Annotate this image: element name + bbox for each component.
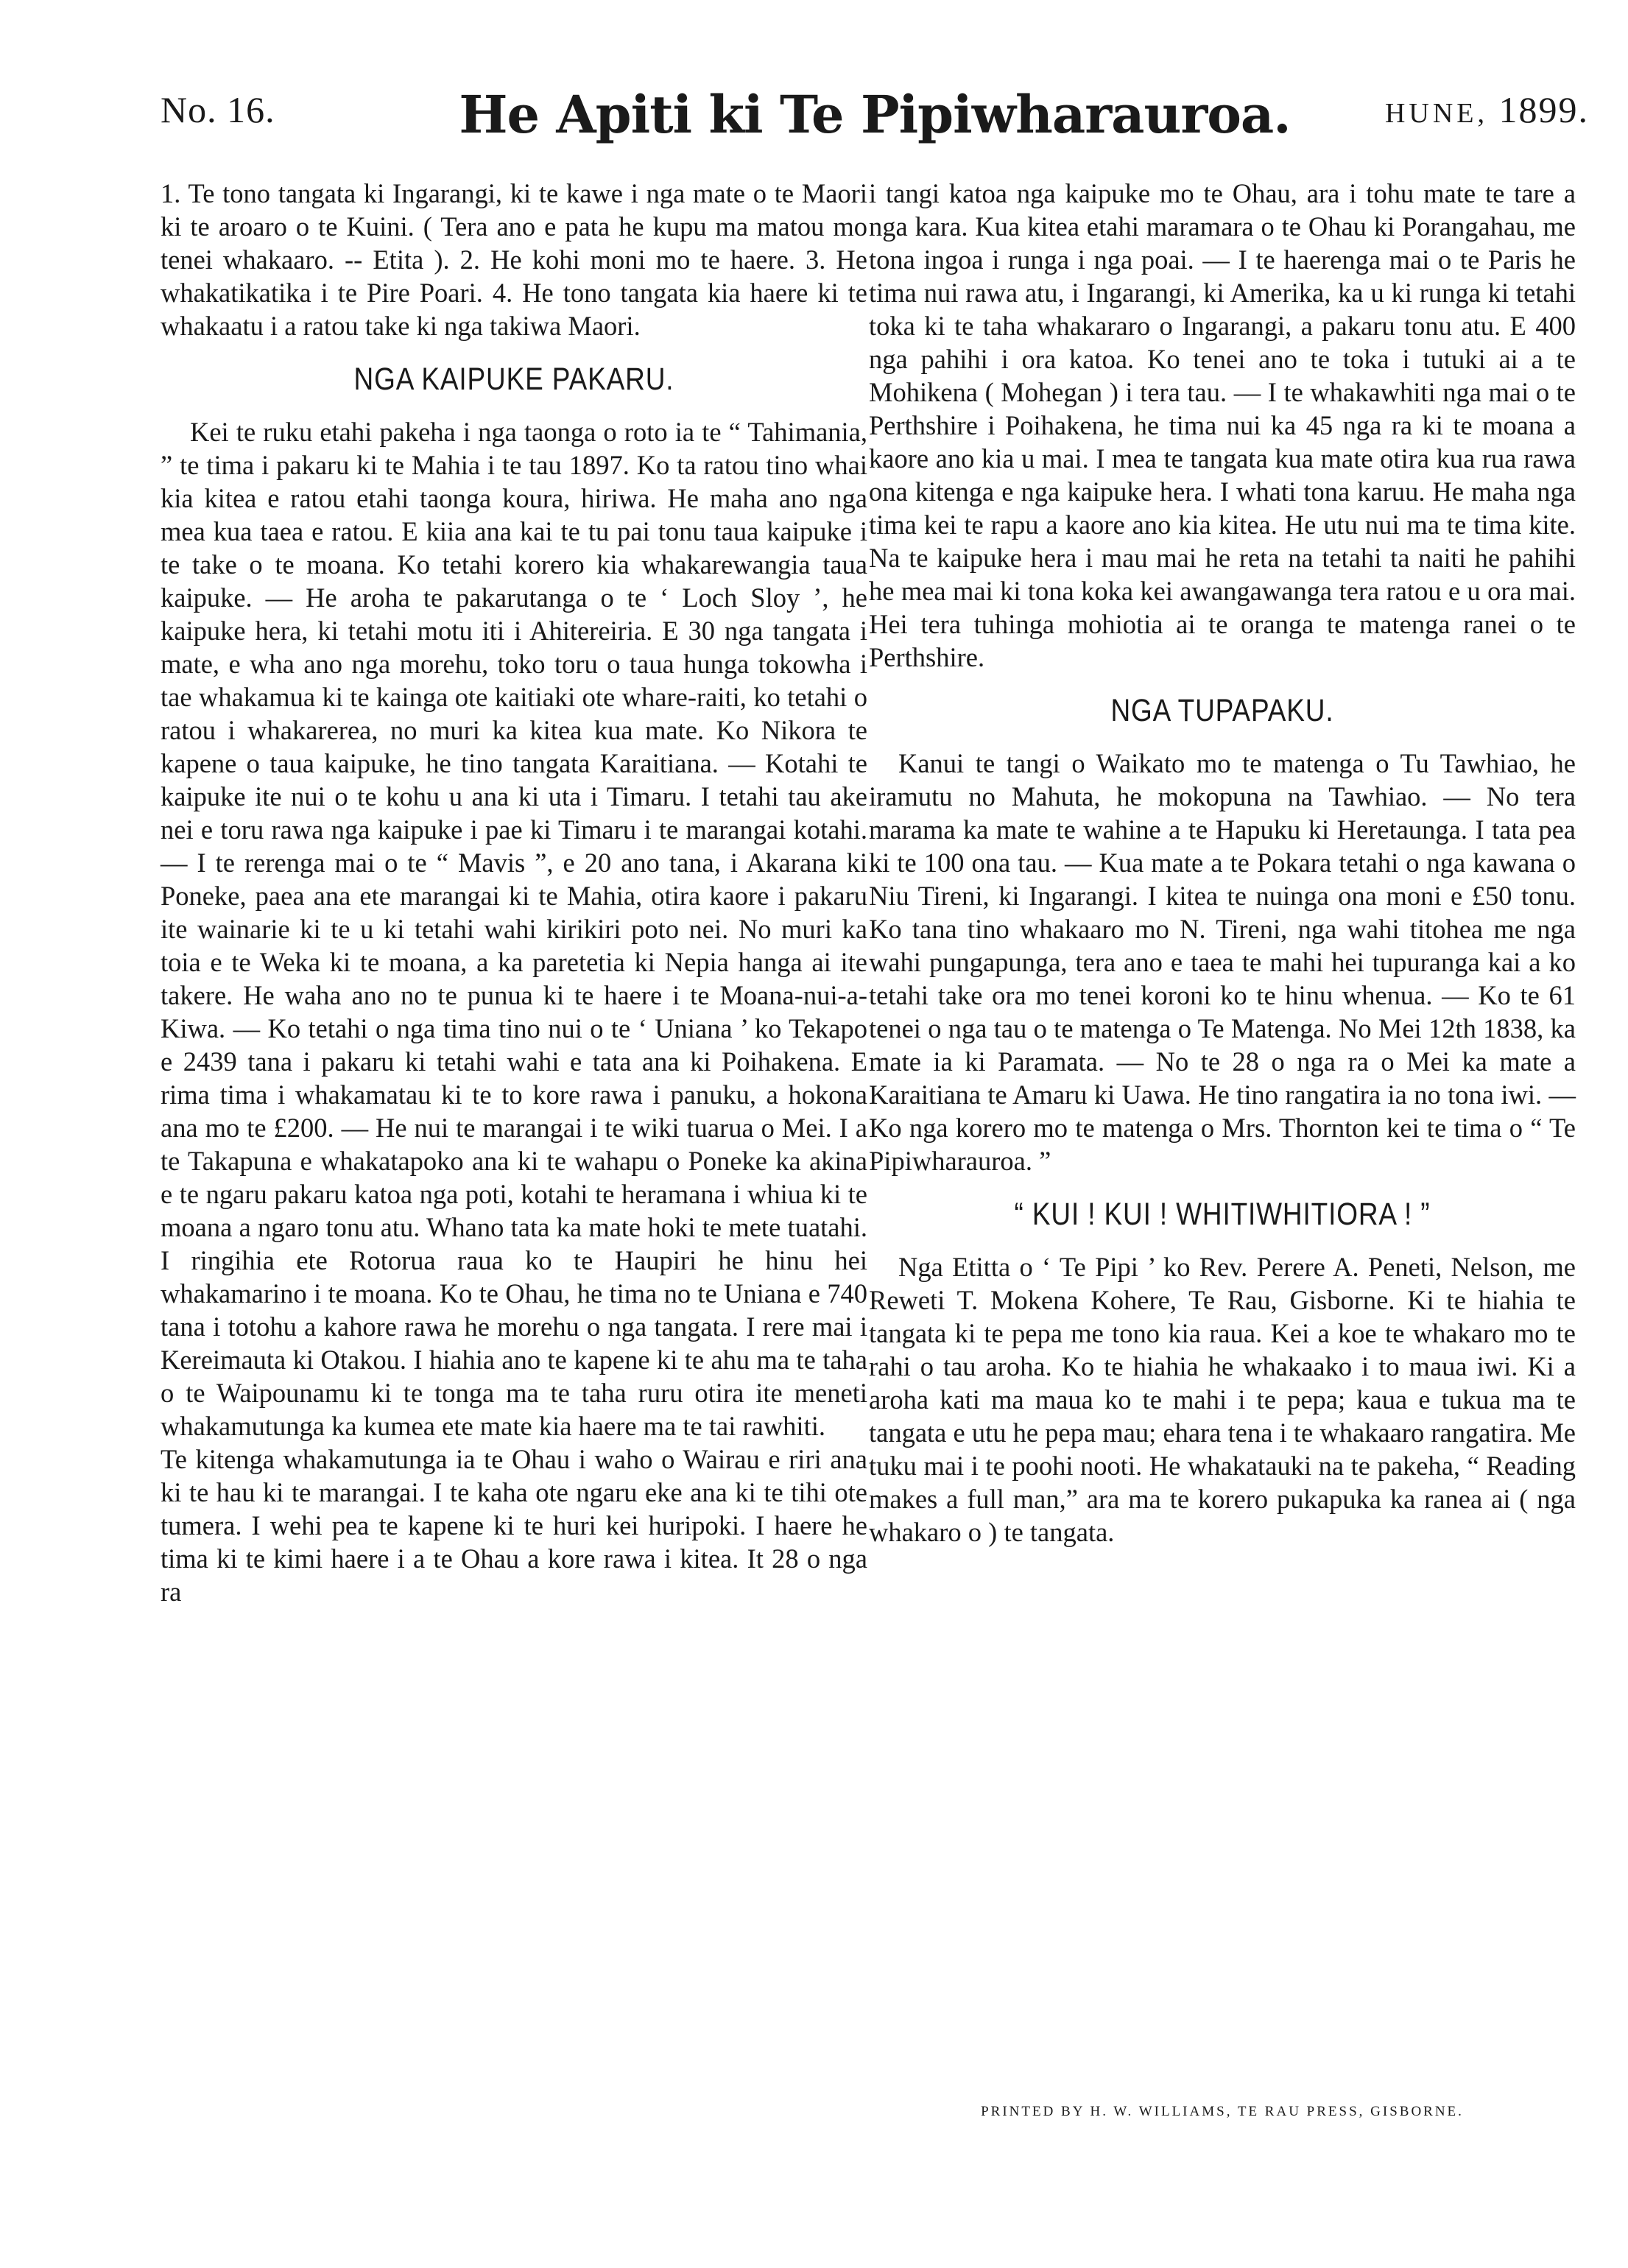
shipwrecks-continued-paragraph: i tangi katoa nga kaipuke mo te Ohau, ara i tohu mate te tare a nga kara. Kua kitea etahi maramara o te Ohau ki Porangahau, me tona ingoa i runga i nga poai. — I te haerenga mai o te Paris he tima nui rawa atu, i Ingarangi, ki Amerika, ka u ki runga ki tetahi toka ki te taha whakararo o Ingarangi, a pakaru tonu atu. E 400 nga pahihi i ora katoa. Ko tenei ano te toka i tutuki ai a te Mohikena ( Mohegan ) i tera tau. — I te whakawhiti nga mai o te Perthshire i Poihakena, he tima nui ka 45 nga ra ki te moana a kaore ano kia u mai. I mea te tangata kua mate otira kua rua rawa ona kitenga e nga kaipuke hera. I whati tona karuu. He maha nga tima kei te rapu a kaore ano kia kitea. He utu nui ma te tima kite. Na te kaipuke hera i mau mai he reta na tetahi ta naiti he pahihi he mea mai ki tona koka kei awangawanga tera ratou e u ora mai. Hei tera tuhinga mohiotia ai te oranga te matenga ranei o te Perthshire. bbox=[869, 178, 1576, 672]
section-heading-deaths: NGA TUPAPAKU. bbox=[1110, 693, 1334, 728]
issue-month: HUNE, bbox=[1384, 98, 1488, 129]
shipwrecks-paragraph-1: Kei te ruku etahi pakeha i nga taonga o roto ia te “ Tahimania, ” te tima i pakaru ki te Mahia i te tau 1897. Ko ta ratou tino whai kia kitea e ratou etahi taonga koura, hiriwa. He maha ano nga mea kua taea e ratou. E kiia ana kai te tu pai tonu taua kaipuke i te take o te moana. Ko tetahi korero kia whakarewangia taua kaipuke. — He aroha te pakarutanga o te ‘ Loch Sloy ’, he kaipuke hera, ki tetahi motu iti i Ahitereiria. E 30 nga tangata i mate, e wha ano nga morehu, toko toru o taua hunga tokowha i tae whakamua ki te kainga ote kaitiaki ote whare-raiti, ko tetahi o ratou i whakarerea, no muri ka kitea kua mate. Ko Nikora te kapene o taua kaipuke, he tino tangata Karaitiana. — Kotahi te kaipuke ite nui o te kohu u ana ki uta i Timaru. I tetahi tau ake nei e toru rawa nga kaipuke i pae ki Timaru i te marangai kotahi. — I te rerenga mai o te “ Mavis ”, e 20 ano tana, i Akarana ki Poneke, paea ana ete marangai ki te Mahia, otira kaore i pakaru ite wainarie ki te u ki tetahi wahi kirikiri poto nei. No muri ka toia e te Weka ki te moana, a ka paretetia ki Nepia hanga ai ite takere. He waha ano no te punua ki te haere i te Moana-nui-a-Kiwa. — Ko tetahi o nga tima tino nui o te ‘ Uniana ’ ko Tekapo e 2439 tana i pakaru ki tetahi wahi e tata ana ki Poihakena. E rima tima i whakamatau ki te to kore rawa i panuku, a hokona ana mo te £200. — He nui te marangai i te wiki tuarua o Mei. I a te Takapuna e whakatapoko ana ki te wahapu o Poneke ka akina e te ngaru pakaru katoa nga poti, kotahi te heramana i whiua ki te moana a ngaro tonu atu. Whano tata ka mate hoki te mete tuatahi. I ringihia ete Rotorua raua ko te Haupiri he hinu hei whakamarino i te moana. Ko te Ohau, he tima no te Uniana e 740 tana i totohu a kahore rawa he morehu o nga tangata. I rere mai i Kereimauta ki Otakou. I hiahia ano te kapene ki te ahu ma te taha o te Waipounamu ki te tonga ma te taha ruru otira ite meneti whakamutunga ka kumea ete mate kia haere ma te tai rawhiti. bbox=[161, 417, 867, 1441]
left-column bbox=[161, 177, 867, 1608]
deaths-paragraph: Kanui te tangi o Waikato mo te matenga o Tu Tawhiao, he iramutu no Mahuta, he mokopuna na Tawhiao. — No tera marama ka mate te wahine a te Hapuku ki Heretaunga. I tata pea ki te 100 ona tau. — Kua mate a te Pokara tetahi o nga kawana o Niu Tireni, ki Ingarangi. I kitea te nuinga ona moni e £50 tonu. Ko tana tino whakaaro mo N. Tireni, nga wahi titohea me nga wahi pungapunga, tera ano e taea te mahi hei tupuranga kai a ko tetahi take ora mo tenei koroni ko te hinu whenua. — Ko te 61 tenei o nga tau o te matenga o Te Matenga. No Mei 12th 1838, ka mate ia ki Paramata. — No te 28 o nga ra o Mei ka mate a Karaitiana te Amaru ki Uawa. He tino rangatira ia no tona iwi. — Ko nga korero mo te matenga o Mrs. Thornton kei te tima o “ Te Pipiwharauroa. ” bbox=[869, 748, 1576, 1176]
section-heading-editorial: “ KUI ! KUI ! WHITIWHITIORA ! ” bbox=[1014, 1197, 1431, 1232]
right-column bbox=[869, 177, 1576, 1549]
issue-date bbox=[1385, 88, 1589, 131]
masthead-title: He Apiti ki Te Pipiwharauroa. bbox=[459, 84, 1291, 145]
issue-year: 1899. bbox=[1498, 89, 1589, 130]
section-heading-shipwrecks: NGA KAIPUKE PAKARU. bbox=[353, 362, 674, 397]
numbered-list-paragraph: 1. Te tono tangata ki Ingarangi, ki te kawe i nga mate o te Maori ki te aroaro o te Kuini. ( Tera ano e pata he kupu ma matou mo tenei whakaaro. -- Etita ). 2. He kohi moni mo te haere. 3. He whakatikatika i te Pire Poari. 4. He tono tangata kia haere ki te whakaatu i a ratou take ki nga takiwa Maori. bbox=[161, 178, 867, 341]
printer-imprint: PRINTED BY H. W. WILLIAMS, TE RAU PRESS, GISBORNE. bbox=[981, 2104, 1464, 2119]
issue-number: No. 16. bbox=[161, 89, 275, 130]
editorial-paragraph: Nga Etitta o ‘ Te Pipi ’ ko Rev. Perere A. Peneti, Nelson, me Reweti T. Mokena Kohere, Te Rau, Gisborne. Ki te hiahia te tangata ki te pepa me tono kia raua. Kei a koe te whakaro mo te rahi o tau aroha. Ko te hiahia he whakaako i to maua iwi. Ki a aroha kati ma maua ko te mahi i te pepa; kaua e tukua ma te tangata e utu he pepa mau; ehara tena i te whakaaro rangatira. Me tuku mai i te poohi nooti. He whakatauki na te pakeha, “ Reading makes a full man,” ara ma te korero pukapuka ka ranea ai ( nga whakaro o ) te tangata. bbox=[869, 1252, 1576, 1547]
page-header bbox=[161, 84, 1589, 147]
shipwrecks-paragraph-2: Te kitenga whakamutunga ia te Ohau i waho o Wairau e riri ana ki te hau ki te marangai. I te kaha ote ngaru eke ana ki te tihi ote tumera. I wehi pea te kapene ki te huri kei huripoki. I haere he tima ki te kimi haere i a te Ohau a kore rawa i kitea. It 28 o nga ra bbox=[161, 1444, 867, 1607]
